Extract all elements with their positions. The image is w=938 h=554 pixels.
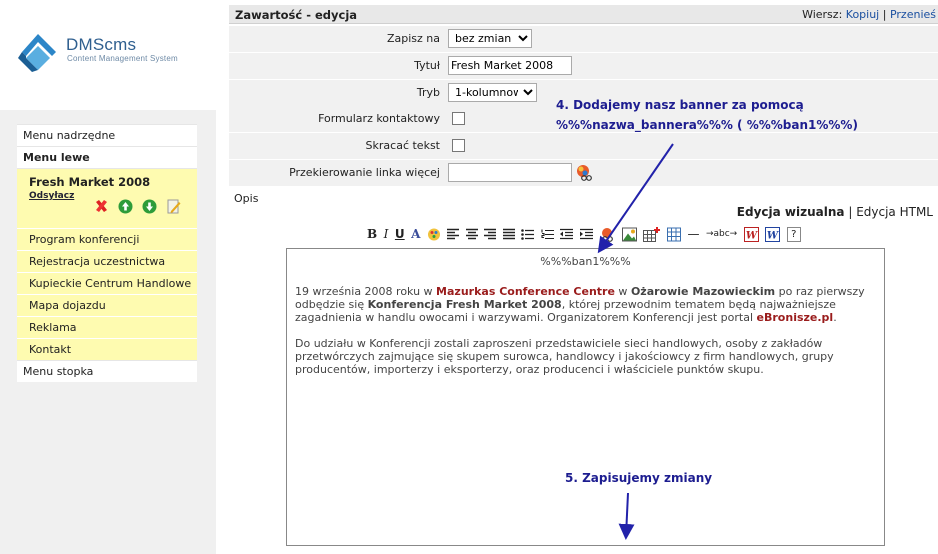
title-input[interactable] xyxy=(448,56,572,75)
odsylacz-link[interactable]: Odsyłacz xyxy=(29,191,75,201)
redirect-label: Przekierowanie linka więcej xyxy=(289,166,440,179)
insert-table-icon[interactable] xyxy=(643,227,660,242)
text-run-bold: Mazurkas Conference Centre xyxy=(436,285,615,298)
header-bar xyxy=(229,5,938,24)
text-run: 19 września 2008 roku w xyxy=(295,285,437,298)
dmscms-logo-icon xyxy=(12,28,62,74)
insert-image-icon[interactable] xyxy=(622,227,637,242)
annotation-step4-line2: %%%nazwa_bannera%%% ( %%%ban1%%%) xyxy=(556,118,858,132)
verse-label: Wiersz: xyxy=(802,8,843,21)
link-picker-icon[interactable] xyxy=(575,164,593,182)
edit-icon[interactable] xyxy=(166,199,181,214)
text-run-bold: eBronisze.pl xyxy=(756,311,834,324)
menu-item[interactable]: Reklama xyxy=(17,316,197,338)
grid-icon[interactable] xyxy=(667,227,681,242)
description-label: Opis xyxy=(234,192,259,205)
text-run-bold: Ożarowie Mazowieckim xyxy=(630,285,776,298)
page-title: Zawartość - edycja xyxy=(235,8,358,22)
text-run: po raz pierwszy odbędzie się xyxy=(295,285,865,311)
menu-active-item[interactable] xyxy=(17,168,197,228)
menu-item[interactable]: Kupieckie Centrum Handlowe xyxy=(17,272,197,294)
editor-toolbar xyxy=(367,227,804,243)
editor-paragraph-1 xyxy=(295,285,876,324)
numbered-list-icon[interactable] xyxy=(541,227,554,242)
text-run-bold: Konferencja Fresh Market 2008 xyxy=(367,298,562,311)
annotation-step4-line1: 4. Dodajemy nasz banner za pomocą xyxy=(556,98,804,112)
palette-icon[interactable] xyxy=(427,227,441,242)
delete-icon[interactable] xyxy=(94,199,109,214)
bold-button[interactable]: B xyxy=(367,227,378,241)
menu-item[interactable]: Kontakt xyxy=(17,338,197,360)
text-run: . xyxy=(833,311,837,324)
editor-paragraph-2: Do udziału w Konferencji zostali zaproszeni przedstawiciele sieci handlowych, osoby z zakładów przetwórczych zajmujące się skupem surowca, handlowcy i jakościowcy z firm handlowych, grupy producentów, importerzy i eksporterzy, oraz producenci i właściciele punktów skupu. xyxy=(295,337,834,376)
shorten-label: Skracać tekst xyxy=(365,139,440,152)
underline-button[interactable]: U xyxy=(394,227,405,241)
move-link[interactable]: Przenieś xyxy=(889,8,936,21)
indent-icon[interactable] xyxy=(580,227,593,242)
bullet-list-icon[interactable] xyxy=(521,227,534,242)
mode-label: Tryb xyxy=(416,86,440,99)
mode-select-wrap xyxy=(448,83,537,102)
item-action-icons xyxy=(94,199,190,214)
text-run: w xyxy=(614,285,631,298)
align-justify-icon[interactable] xyxy=(503,227,515,242)
sidebar xyxy=(0,0,216,554)
insert-link-icon[interactable] xyxy=(599,227,615,242)
menu-left-heading[interactable]: Menu lewe xyxy=(17,146,197,168)
move-down-icon[interactable] xyxy=(142,199,157,214)
horizontal-rule-button[interactable]: — xyxy=(687,227,700,241)
sidebar-menu xyxy=(17,124,197,382)
save-label: Zapisz na xyxy=(386,32,440,45)
align-left-icon[interactable] xyxy=(447,227,459,242)
banner-placeholder: %%%ban1%%% xyxy=(540,255,631,268)
wysiwyg-editor[interactable] xyxy=(286,248,885,546)
shorten-checkbox-wrap xyxy=(452,139,465,155)
menu-parent[interactable]: Menu nadrzędne xyxy=(17,124,197,146)
italic-button[interactable]: I xyxy=(383,227,389,241)
redirect-input[interactable] xyxy=(448,163,572,182)
save-select-wrap xyxy=(448,29,532,48)
row-redirect xyxy=(229,160,938,186)
align-center-icon[interactable] xyxy=(466,227,478,242)
contact-checkbox[interactable] xyxy=(452,112,465,125)
svg-text:W: W xyxy=(767,230,779,242)
title-label: Tytuł xyxy=(414,59,440,72)
logo-tagline: Content Management System xyxy=(67,54,178,63)
contact-checkbox-wrap xyxy=(452,112,465,128)
row-title xyxy=(229,53,938,79)
redirect-input-wrap xyxy=(448,163,572,182)
annotation-step5: 5. Zapisujemy zmiany xyxy=(565,471,713,485)
word-paste-blue-icon[interactable] xyxy=(765,227,780,242)
text-run: , której przewodnim tematem będą najważniejsze zagadnienia w handlu owocami i warzywami. Organizatorem Konferencji jest portal xyxy=(295,298,836,324)
header-actions xyxy=(802,8,936,21)
menu-item[interactable]: Mapa dojazdu xyxy=(17,294,197,316)
title-input-wrap xyxy=(448,56,572,75)
svg-text:W: W xyxy=(745,230,757,242)
outdent-icon[interactable] xyxy=(560,227,573,242)
shorten-checkbox[interactable] xyxy=(452,139,465,152)
align-right-icon[interactable] xyxy=(484,227,496,242)
tab-html-edit[interactable]: Edycja HTML xyxy=(856,205,933,219)
copy-link[interactable]: Kopiuj xyxy=(845,8,880,21)
menu-item[interactable]: Rejestracja uczestnictwa xyxy=(17,250,197,272)
row-shorten xyxy=(229,133,938,159)
menu-active-title: Fresh Market 2008 xyxy=(29,175,151,189)
contact-label: Formularz kontaktowy xyxy=(318,112,440,125)
move-up-icon[interactable] xyxy=(118,199,133,214)
save-select[interactable] xyxy=(448,29,532,48)
separator: | xyxy=(882,8,887,21)
menu-footer[interactable]: Menu stopka xyxy=(17,360,197,382)
menu-item[interactable]: Program konferencji xyxy=(17,228,197,250)
strikethrough-button[interactable]: →abc→ xyxy=(705,229,738,239)
tab-visual-edit[interactable]: Edycja wizualna xyxy=(736,205,845,219)
row-save xyxy=(229,26,938,52)
font-color-button[interactable]: A xyxy=(411,227,421,241)
mode-select[interactable] xyxy=(448,83,537,102)
editor-tabs xyxy=(737,205,933,219)
logo-name: DMScms xyxy=(66,35,137,54)
help-button[interactable]: ? xyxy=(787,227,801,242)
tab-separator: | xyxy=(848,205,853,219)
word-paste-red-icon[interactable] xyxy=(744,227,759,242)
logo-area xyxy=(0,0,216,110)
